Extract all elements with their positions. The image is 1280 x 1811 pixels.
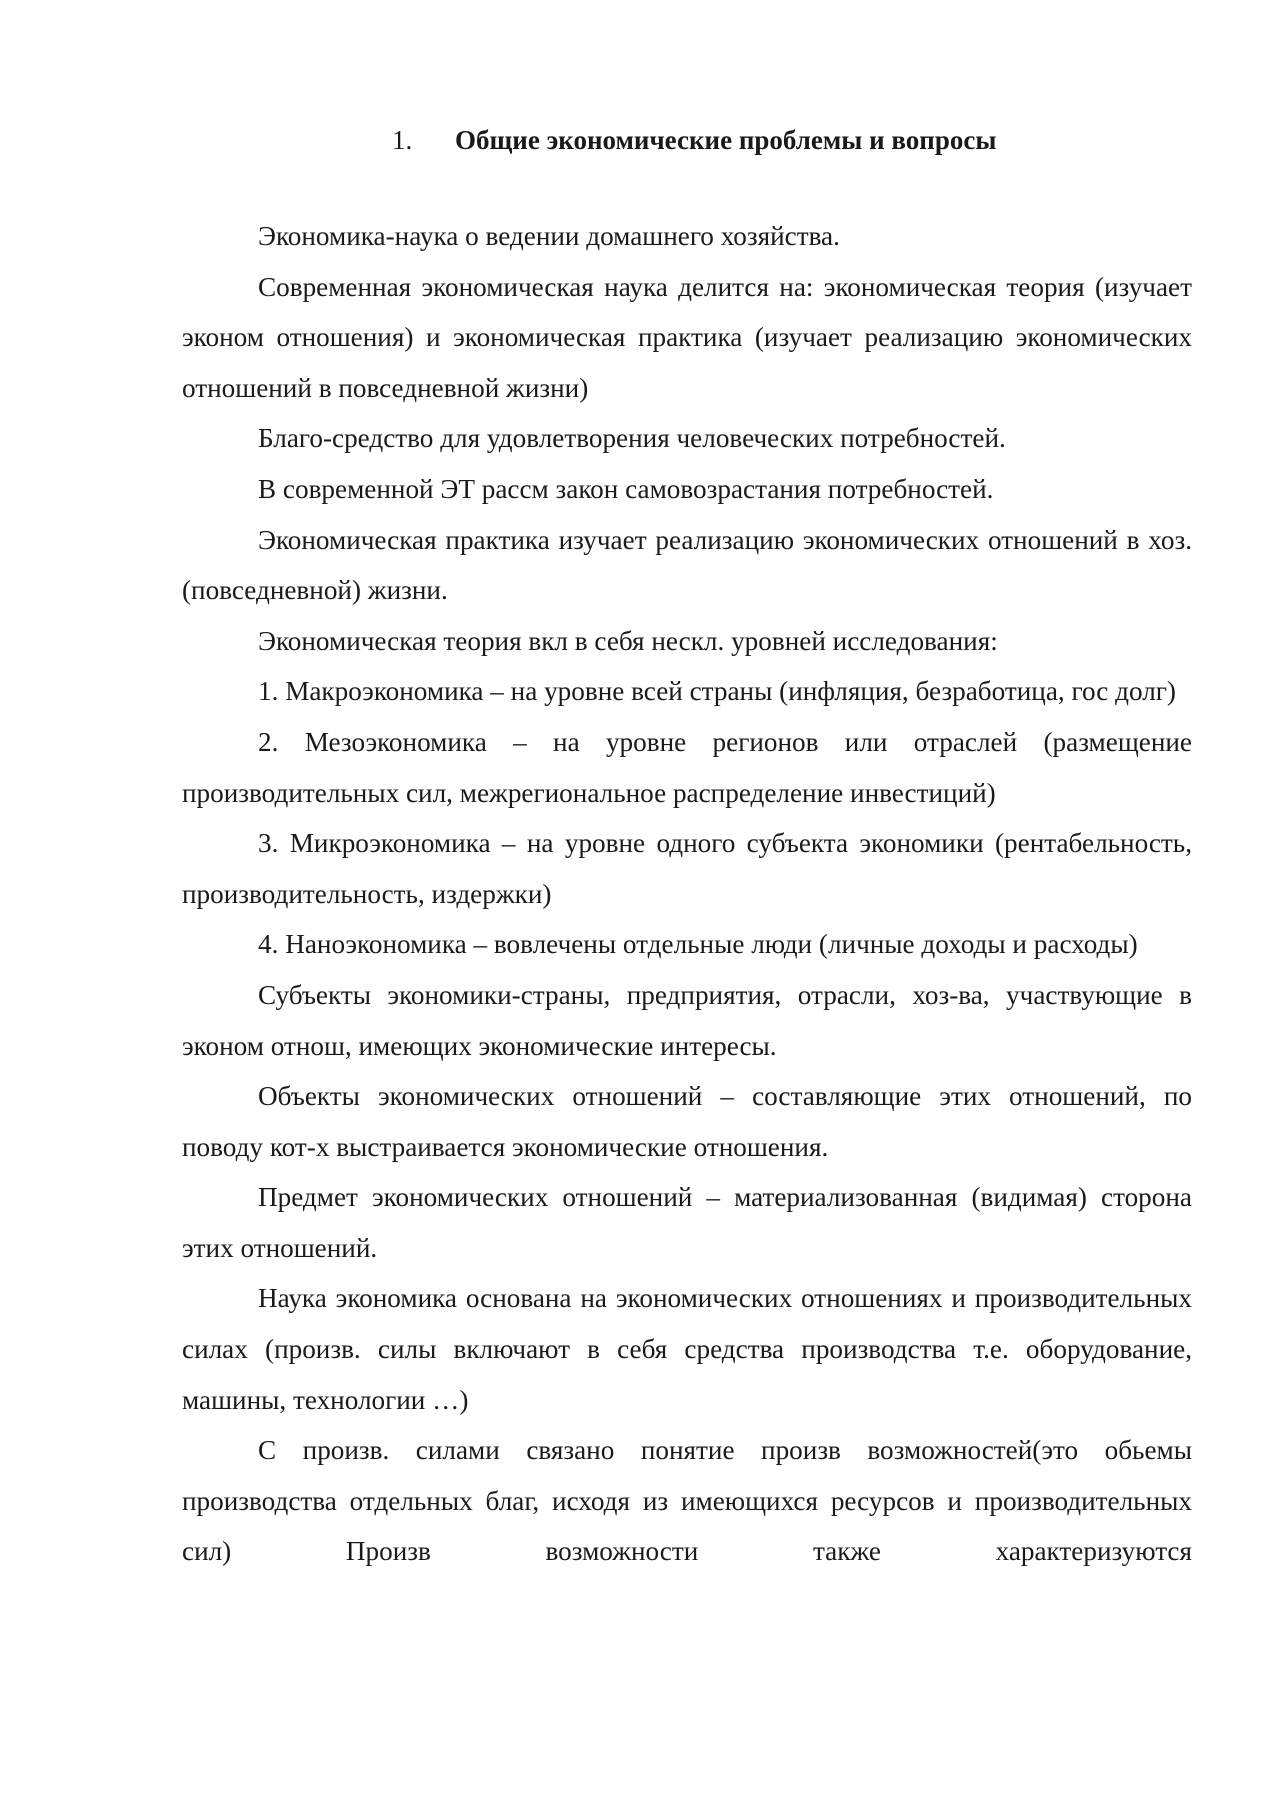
document-body (182, 211, 1192, 1577)
list-item: 2. Мезоэкономика – на уровне регионов или отраслей (размещение производительных сил, межрегиональное распределение инвестиций) (182, 726, 1192, 808)
list-item: 3. Микроэкономика – на уровне одного субъекта экономики (рентабельность, производительность, издержки) (182, 828, 1192, 909)
paragraph: Благо-средство для удовлетворения человеческих потребностей. (258, 423, 1006, 454)
paragraph: Экономическая практика изучает реализацию экономических отношений в хоз.(повседневной) жизни. (182, 524, 1192, 606)
paragraph: Предмет экономических отношений – материализованная (видимая) сторона этих отношений. (182, 1182, 1192, 1263)
list-item: 4. Наноэкономика – вовлечены отдельные люди (личные доходы и расходы) (258, 929, 1138, 960)
paragraph: В современной ЭТ рассм закон самовозрастания потребностей. (258, 473, 994, 504)
section-number: 1. (392, 125, 413, 155)
paragraph: Наука экономика основана на экономических отношениях и производительных силах (произв. силы включают в себя средства производства т.е. оборудование, машины, технологии …) (182, 1283, 1192, 1415)
paragraph: Объекты экономических отношений – составляющие этих отношений, по поводу кот-х выстраивается экономические отношения. (182, 1081, 1192, 1162)
paragraph: Экономическая теория вкл в себя нескл. уровней исследования: (258, 625, 998, 656)
paragraph: Современная экономическая наука делится на: экономическая теория (изучает эконом отношения) и экономическая практика (изучает реализацию экономических отношений в повседневной жизни) (182, 271, 1192, 403)
list-item: 1. Макроэкономика – на уровне всей страны (инфляция, безработица, гос долг) (258, 676, 1176, 707)
section-title: Общие экономические проблемы и вопросы (455, 125, 997, 155)
paragraph: Субъекты экономики-страны, предприятия, отрасли, хоз-ва, участвующие в эконом отнош, имеющих экономические интересы. (182, 979, 1192, 1061)
paragraph: Экономика-наука о ведении домашнего хозяйства. (258, 221, 840, 251)
paragraph: С произв. силами связано понятие произв возможностей(это обьемы производства отдельных благ, исходя из имеющихся ресурсов и производительных сил) Произв возможности также характеризуются (182, 1435, 1192, 1567)
